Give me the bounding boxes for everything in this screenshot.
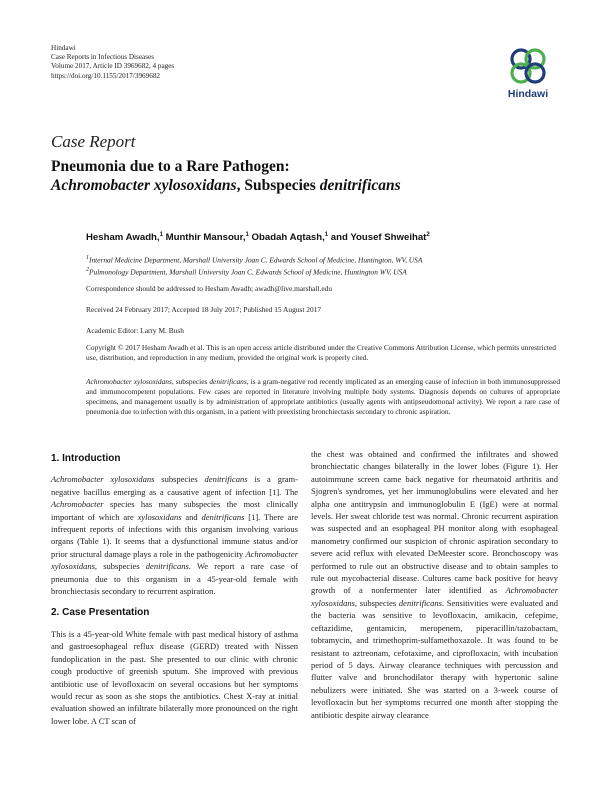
section-heading-introduction: 1. Introduction [51, 453, 121, 464]
author-name: and Yousef Shweihat [328, 232, 427, 244]
article-type: Case Report [51, 132, 136, 151]
article-title [51, 157, 561, 195]
title-species: Achromobacter xylosoxidans [51, 177, 237, 194]
journal-header [51, 44, 174, 81]
left-column [51, 448, 298, 737]
introduction-paragraph: Achromobacter xylosoxidans subspecies denitrificans is a gram-negative bacillus emerging as a causative agent of infection [1]. The Achromobacter species has many subspecies the most clinically important of which are xylosoxidans and denitrificans [1]. There are infrequent reports of infections with this organism involving various organs (Table 1). It seems that a dysfunctional immune status and/or prior structural damage plays a role in the pathogenicity Achromobacter xylosoxidans, subspecies denitrificans. We report a rare case of pneumonia due to this organism in a 45-year-old female with bronchiectasis secondary to recurrent aspiration. [51, 474, 298, 597]
author-name: Munthir Mansour, [162, 232, 246, 244]
logo-text: Hindawi [507, 88, 549, 100]
abstract-subspecies: denitrificans [209, 377, 247, 386]
abstract-text: , is a gram-negative rod recently implicated as an emerging cause of infection in both immunosuppressed and immunocompetent populations. Few cases are reported in literature involving multiple body systems. Diagnosis depends on cultures of appropriate specimens, and management usually is by administration of appropriate antibiotics (usually agents with antipseudomonal activity). We report a rare case of pneumonia due to infection with this organism, in a patient with preexisting bronchiectasis secondary to chronic aspiration. [86, 377, 561, 416]
section-heading-case: 2. Case Presentation [51, 607, 150, 619]
hindawi-logo[interactable] [498, 46, 558, 100]
author-name: Hesham Awadh, [86, 232, 160, 244]
case-continued-paragraph: the chest was obtained and confirmed the infiltrates and showed bronchiectatic changes bilaterally in the lower lobes (Figure 1). Her autoimmune screen came back negative for rheumatoid arthritis and Sjogren's syndromes, yet her immunoglobulins were elevated and her alpha one antitrypsin and immunoglobulin E (IgE) were at normal levels. Her sweat chloride test was normal. Chronic recurrent aspiration was suspected and an esophageal PH monitor along with esophageal manometry confirmed our suspicion of chronic aspiration secondary to severe acid reflux with elevated DeMeester score. Bronchoscopy was performed to rule out an obstructive disease and to obtain samples to rule out mycobacterial disease. Cultures came back positive for heavy growth of a nonfermenter later identified as Achromobacter xylosoxidans, subspecies denitrificans. Sensitivities were evaluated and the bacteria was sensitive to levofloxacin, amikacin, cefepime, ceftazidime, gentamicin, meropenem, piperacillin/tazobactam, tobramycin, and trimethoprim-sulfamethoxazole. It was found to be resistant to aztreonam, cefotaxime, and ciprofloxacin, with incubation period of 5 days. Airway clearance techniques with percussion and flutter valve and bronchodilator therapy with hypertonic saline nebulizers were initiated. She was started on a 3-week course of levofloxacin but her symptoms recurred one month after stopping the antibiotic despite airway clearance [311, 449, 558, 720]
academic-editor: Academic Editor: Larry M. Bush [86, 326, 184, 335]
publication-dates: Received 24 February 2017; Accepted 18 July 2017; Published 15 August 2017 [86, 305, 322, 314]
abstract-species: Achromobacter xylosoxidans [86, 377, 172, 386]
author-aff: 2 [426, 232, 430, 238]
affiliation-item: $^2$Pulmonology Department, Marshall University Joan C. Edwards School of Medicine, Huntington WV, USA [86, 267, 407, 277]
author-aff: 1 [245, 232, 249, 238]
hindawi-rings-icon [505, 46, 551, 86]
affiliation-item: $^1$Internal Medicine Department, Marshall University Joan C. Edwards School of Medicine, Huntington, WV, USA [86, 255, 423, 265]
right-column [311, 448, 558, 731]
abstract: Achromobacter xylosoxidans, subspecies denitrificans, is a gram-negative rod recently implicated as an emerging cause of infection in both immunosuppressed and immunocompetent populations. Few cases are reported in literature involving multiple body systems. Diagnosis depends on cultures of appropriate specimens, and management usually is by administration of appropriate antibiotics (usually agents with antipseudomonal activity). We report a rare case of pneumonia due to infection with this organism, in a patient with preexisting bronchiectasis secondary to chronic aspiration. [86, 377, 561, 416]
title-line-2 [51, 176, 561, 195]
author-aff: 1 [159, 232, 163, 238]
title-mid: , Subspecies [236, 177, 320, 194]
copyright-notice: Copyright © 2017 Hesham Awadh et al. This is an open access article distributed under the Creative Commons Attribution License, which permits unrestricted use, distribution, and reproduction in any medium, provided the original work is properly cited. [86, 343, 556, 362]
correspondence: Correspondence should be addressed to Hesham Awadh; awadh@live.marshall.edu [86, 284, 333, 293]
journal-name: Case Reports in Infectious Diseases [51, 53, 154, 62]
case-paragraph: This is a 45-year-old White female with past medical history of asthma and gastroesophageal reflux disease (GERD) treated with Nissen fundoplication in the past. She presented to our clinic with chronic cough productive of greenish sputum. She improved with previous antibiotic use of levofloxacin on several occasions but her symptoms would recur as soon as she stops the antibiotics. Chest X-ray at initial evaluation showed an infiltrate bilaterally more pronounced on the right lower lobe. A CT scan of [51, 628, 298, 726]
affiliations [86, 253, 560, 278]
author-list [86, 232, 430, 243]
volume-info: Volume 2017, Article ID 3969682, 4 pages [51, 62, 175, 71]
title-line-1: Pneumonia due to a Rare Pathogen: [51, 158, 290, 175]
publisher-name: Hindawi [51, 44, 76, 52]
author-aff: 1 [324, 232, 329, 238]
title-subspecies: denitrificans [319, 177, 401, 194]
author-name: Obadah Aqtash, [248, 232, 325, 244]
doi-link[interactable]: https://doi.org/10.1155/2017/3969682 [51, 71, 161, 80]
